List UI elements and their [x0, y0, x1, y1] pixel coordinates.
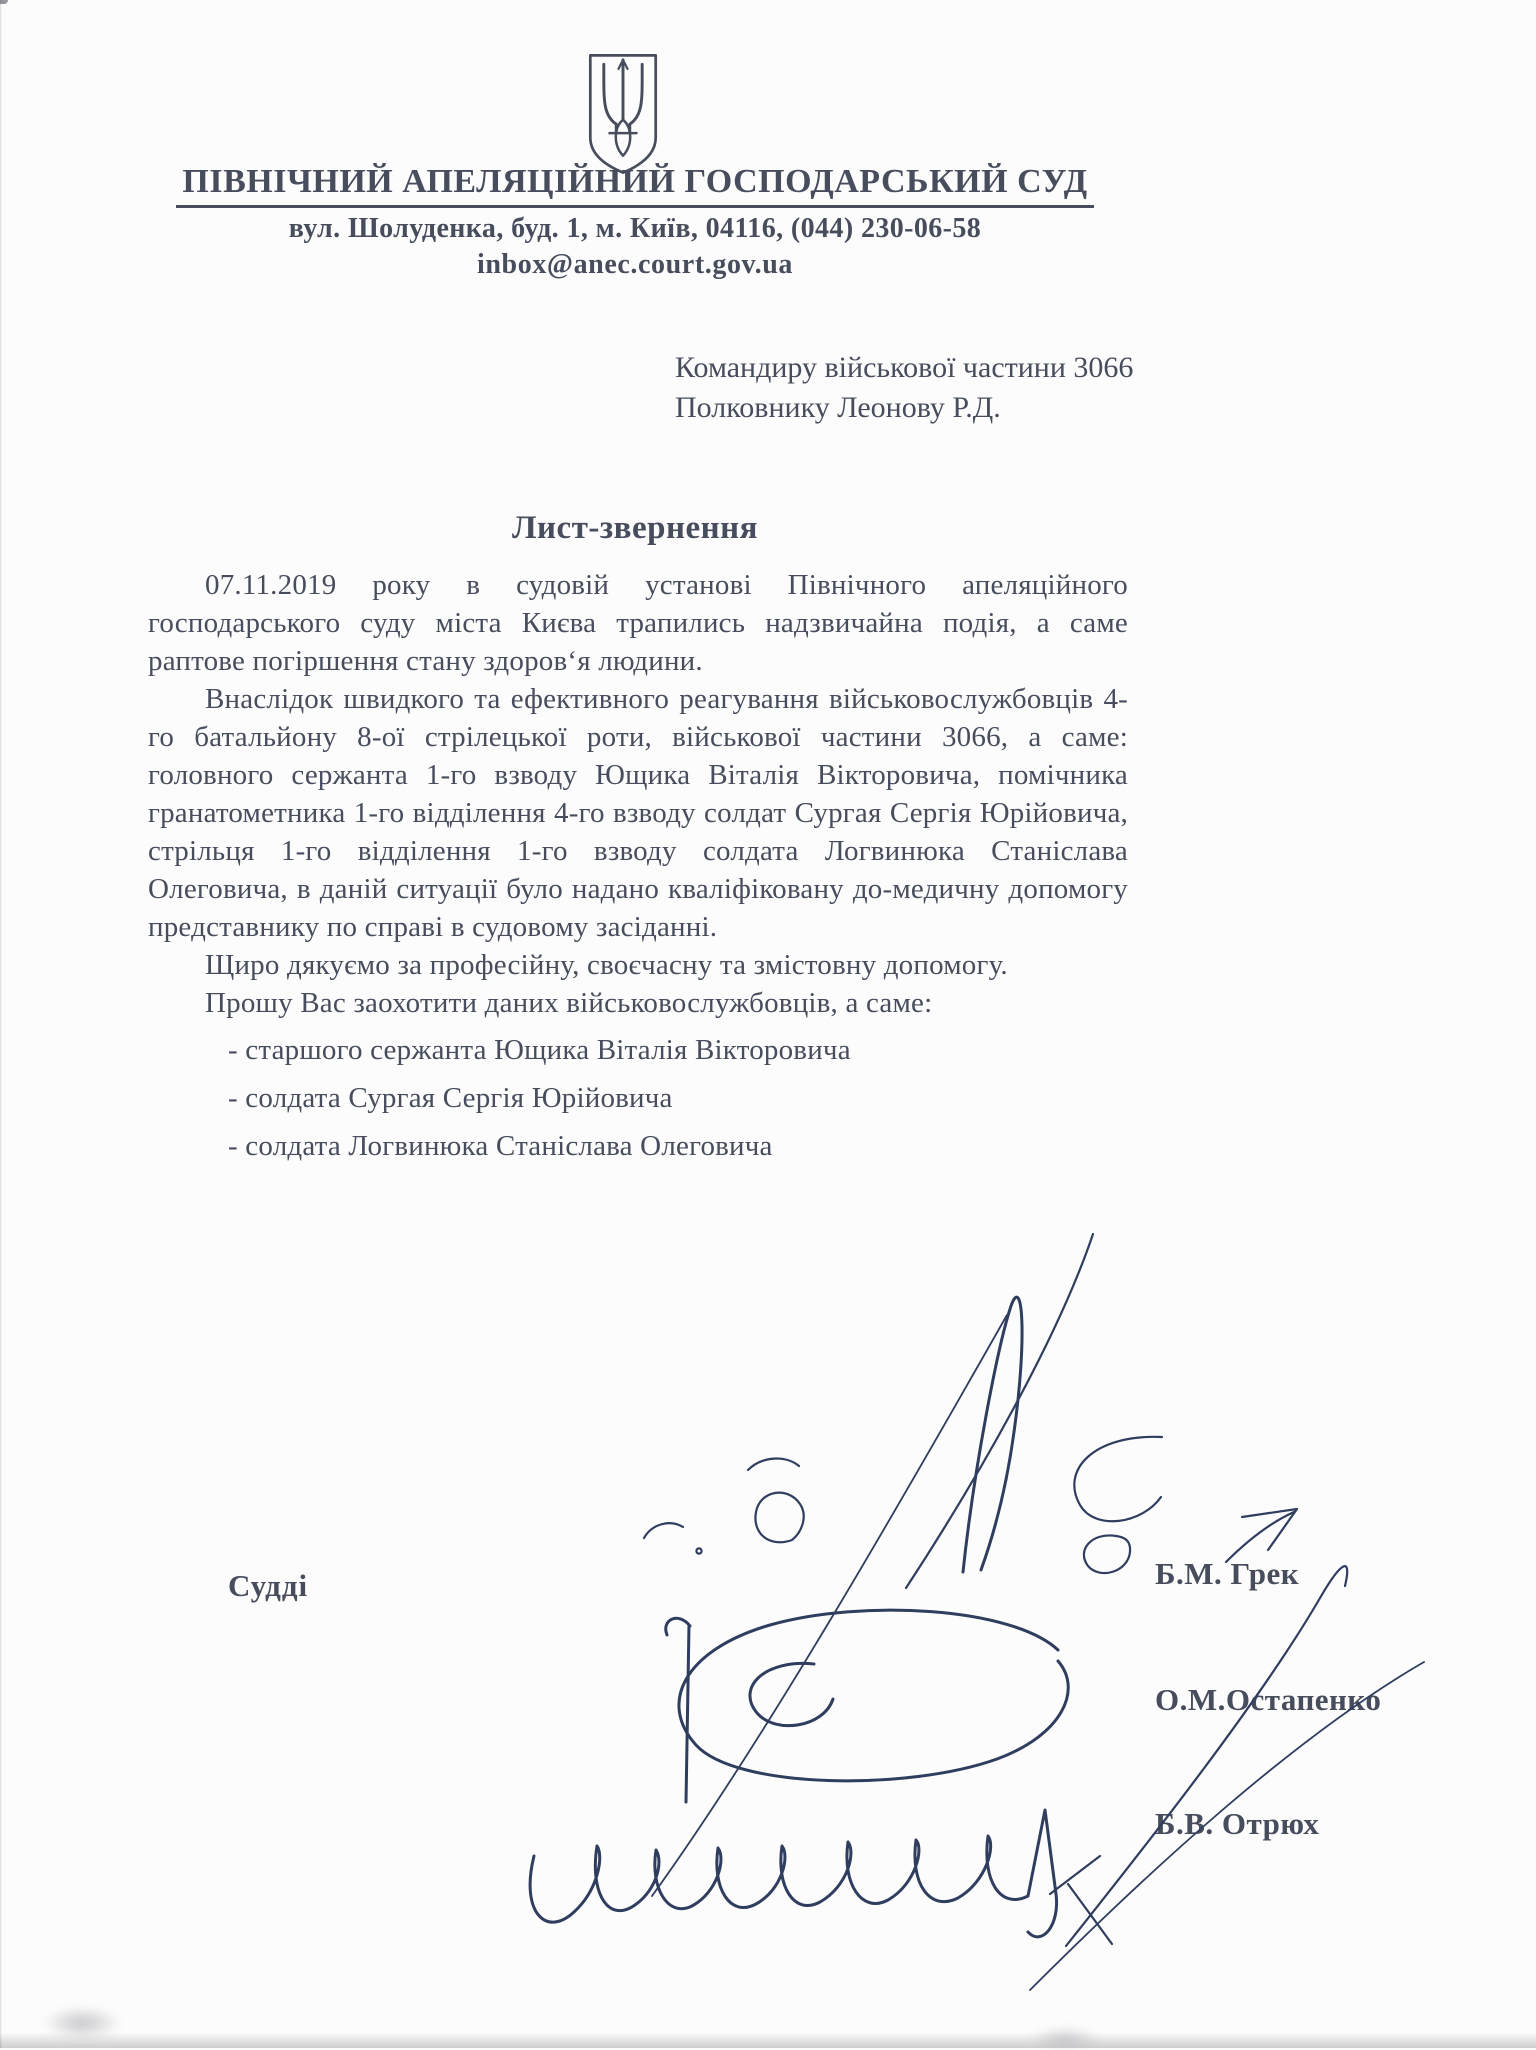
signatory-name: Б.В. Отрюх	[1155, 1806, 1320, 1841]
letter-body	[148, 566, 1128, 1170]
recipient-line-2: Полковнику Леонову Р.Д.	[675, 391, 1001, 424]
list-item: - солдата Логвинюка Станіслава Олеговича	[228, 1130, 773, 1162]
scan-smudge	[42, 2006, 122, 2040]
judges-label: Судді	[228, 1568, 309, 1603]
list-item: - старшого сержанта Ющика Віталія Вікторовича	[228, 1034, 851, 1066]
court-name: ПІВНІЧНИЙ АПЕЛЯЦІЙНИЙ ГОСПОДАРСЬКИЙ СУД	[90, 163, 1180, 208]
court-address: вул. Шолуденка, буд. 1, м. Київ, 04116, (044) 230-06-58	[288, 213, 982, 244]
signature-presiding-judge	[530, 1297, 1162, 1944]
scan-corner-speck	[0, 0, 8, 4]
recipient-block	[675, 348, 1133, 428]
scan-bottom-edge	[0, 2032, 1536, 2048]
signatory-name: Б.М. Грек	[1155, 1556, 1300, 1591]
scan-smudge	[1030, 2026, 1100, 2050]
signatory-name: О.М.Остапенко	[1155, 1682, 1382, 1717]
paragraph: Прошу Вас заохотити даних військовослужбовців, а саме:	[205, 987, 933, 1019]
scan-left-edge	[0, 0, 2, 2048]
letter-title: Лист-звернення	[511, 510, 759, 546]
list-item: - солдата Сургая Сергія Юрійовича	[228, 1082, 673, 1114]
court-email: inbox@anec.court.gov.ua	[477, 249, 793, 280]
paragraph: Внаслідок швидкого та ефективного реагування військовослужбовців 4-го батальйону 8-ої стрілецької роти, військової частини 3066, а саме: головного сержанта 1-го взводу Ющика Віталія Вікторовича, помічника гранатометника 1-го відділення 4-го взводу солдат Сургая Сергія Юрійовича, стрільця 1-го відділення 1-го взводу солдата Логвинюка Станіслава Олеговича, в даній ситуації було надано кваліфіковану до-медичну допомогу представнику по справі в судовому засіданні.	[148, 683, 1128, 943]
signature-grek	[906, 1234, 1297, 1588]
servicemen-list	[228, 1026, 1128, 1170]
signature-ostapenko	[1030, 1566, 1424, 1990]
paragraph: Щиро дякуємо за професійну, своєчасну та змістовну допомогу.	[205, 949, 1008, 981]
coat-of-arms-icon	[583, 52, 663, 176]
paragraph: 07.11.2019 року в судовій установі Північного апеляційного господарського суду міста Києва трапились надзвичайна подія, а саме раптове погіршення стану здоров‘я людини.	[148, 569, 1128, 677]
recipient-line-1: Командиру військової частини 3066	[675, 351, 1134, 384]
